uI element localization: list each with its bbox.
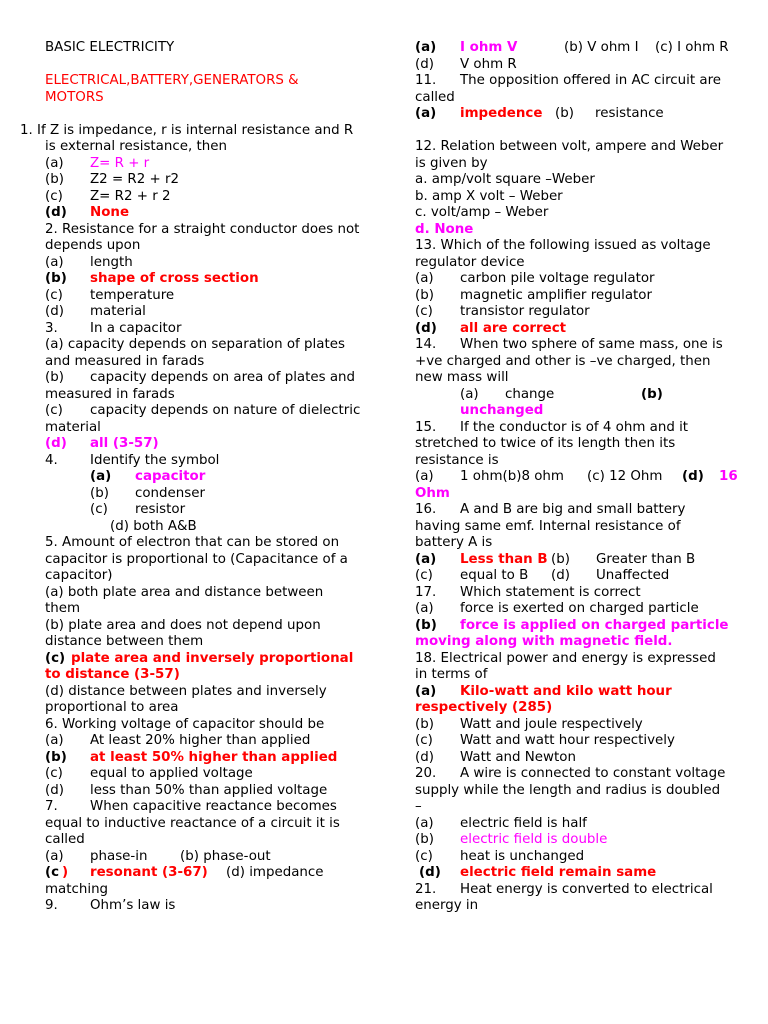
answer-option: phase-in [90,848,148,864]
answer-option: Watt and watt hour respectively [460,733,675,748]
question-6-stem: 6. Working voltage of capacitor should be [45,716,325,732]
question-14-stem-cont: +ve charged and other is –ve charged, then [415,353,711,369]
question-16-stem-cont: battery A is [415,535,493,550]
question-number: 20. [415,766,437,781]
question-1-stem: 1. If Z is impedance, r is internal resistance and R [20,122,354,138]
answer-option: Z2 = R2 + r2 [90,172,180,187]
answer-option: resistor [135,502,186,517]
answer-option: resistance [595,106,664,121]
answer-option: (d) distance between plates and inversely [45,683,327,699]
question-15-stem-cont: resistance is [415,452,499,468]
question-number: 14. [415,337,437,352]
question-number: 4. [45,452,58,468]
option-letter-close: ) [62,865,69,880]
option-letter: (d) [45,304,64,319]
answer-option: capacity depends on area of plates and [90,370,356,385]
question-number: 21. [415,881,437,897]
answer-option: a. amp/volt square –Weber [415,172,595,187]
question-7-stem-cont: equal to inductive reactance of a circuit it is [45,815,340,831]
doc-subtitle: ELECTRICAL,BATTERY,GENERATORS & [45,73,299,88]
answer-option-cont: measured in farads [45,386,175,402]
correct-answer: electric field remain same [460,865,657,880]
question-21-stem-cont: energy in [415,898,479,913]
option-letter: (d) [415,320,437,336]
option-letter: (c) [45,403,63,418]
option-letter: (d) [419,865,441,880]
answer-option-cont: and measured in farads [45,353,205,369]
question-1-stem-cont: is external resistance, then [45,139,227,154]
option-letter: (a) [45,155,64,171]
option-letter: (a) [45,848,64,864]
correct-answer-cont: moving along with magnetic field. [415,634,673,649]
correct-answer-cont: respectively (285) [415,700,553,715]
answer-option: (a) both plate area and distance between [45,584,324,600]
question-number: 15. [415,419,437,435]
option-letter: (b) [415,287,434,303]
doc-subtitle-cont: MOTORS [45,89,104,105]
answer-option: capacity depends on nature of dielectric [90,403,361,418]
correct-answer: capacitor [135,469,206,484]
question-20-stem: A wire is connected to constant voltage [460,766,726,781]
question-15-stem: If the conductor is of 4 ohm and it [460,419,689,435]
option-letter: (a) [415,40,437,55]
option-letter: (b) [641,386,663,402]
answer-option: (c) 12 Ohm [587,469,663,484]
option-letter: (c) [45,650,66,666]
question-2-stem: 2. Resistance for a straight conductor does not [45,221,360,237]
question-number: 11. [415,73,437,88]
question-number: 17. [415,584,437,600]
answer-option: electric field is half [460,815,587,831]
option-letter: (b) [45,172,64,187]
answer-option: less than 50% than applied voltage [90,782,328,798]
correct-answer-cont: Ohm [415,485,450,501]
answer-option: Greater than B [596,551,696,567]
answer-option: (b) phase-out [180,848,271,864]
answer-option: change [505,386,555,402]
answer-option: length [90,254,133,270]
answer-option: heat is unchanged [460,848,585,864]
option-letter: (b) [45,370,64,385]
correct-answer: Less than B [460,551,548,567]
question-11-stem: The opposition offered in AC circuit are [460,73,722,88]
answer-option: Watt and Newton [460,749,576,765]
question-5-stem-cont: capacitor) [45,568,113,583]
answer-option: equal to applied voltage [90,766,253,781]
answer-option: (b) plate area and does not depend upon [45,617,321,633]
option-letter: (a) [415,271,434,286]
option-letter: (b) [551,551,570,567]
option-letter: (b) [415,617,437,633]
question-13-stem: 13. Which of the following issued as voltage [415,238,711,253]
question-20-stem-cont: – [415,799,422,814]
option-letter: (c) [90,502,108,517]
answer-option-cont: material [45,419,101,435]
correct-answer: all are correct [460,320,567,336]
question-14-stem-cont: new mass will [415,370,509,385]
question-14-stem: When two sphere of same mass, one is [460,337,723,352]
question-number: 7. [45,799,58,814]
option-letter: (a) [460,386,479,402]
question-12-stem: 12. Relation between volt, ampere and Weber [415,139,724,154]
correct-answer: I ohm V [460,40,518,55]
option-letter: (d) [45,782,64,798]
option-letter: (c) [45,188,63,204]
option-letter: (b) [415,716,434,732]
question-number: 16. [415,502,437,517]
answer-option-cont: matching [45,881,109,897]
answer-option: 1 ohm(b)8 ohm [460,469,564,484]
correct-answer: at least 50% higher than applied [90,749,338,765]
question-18-stem-cont: in terms of [415,667,488,682]
answer-option-cont: proportional to area [45,700,179,715]
option-letter: (d) [415,56,434,72]
doc-title: BASIC ELECTRICITY [45,40,175,55]
option-letter: (a) [415,469,434,484]
correct-answer: force is applied on charged particle [460,617,729,633]
answer-option: transistor regulator [460,304,590,319]
option-letter: (d) [45,436,67,451]
answer-option-cont: distance between them [45,634,204,649]
answer-option: Z= R + r [90,155,150,171]
question-17-stem: Which statement is correct [460,584,641,600]
question-7-stem: When capacitive reactance becomes [90,799,337,814]
question-16-stem-cont: having same emf. Internal resistance of [415,518,681,534]
doc-title-line [20,40,370,57]
option-letter: (b) [45,749,67,765]
answer-option: V ohm R [460,56,517,72]
option-letter: (a) [45,254,64,270]
answer-option-cont: them [45,601,81,616]
option-letter: (a) [415,815,434,831]
option-letter: (b) [415,832,434,847]
answer-option: b. amp X volt – Weber [415,188,563,204]
option-letter: (a) [415,683,437,699]
question-number: 3. [45,320,58,336]
correct-answer: plate area and inversely proportional [71,650,354,666]
answer-option: (d) both A&B [110,518,197,534]
question-3-stem: In a capacitor [90,320,182,336]
option-letter: (c [45,865,60,880]
question-7-stem-cont: called [45,832,85,847]
option-letter: (c) [45,766,63,781]
answer-option: (a) capacity depends on separation of plates [45,337,345,352]
question-16-stem: A and B are big and small battery [460,502,686,517]
option-letter: (a) [415,106,437,121]
question-11-stem-cont: called [415,89,455,105]
question-9-stem: Ohm’s law is [90,898,176,913]
correct-answer: all (3-57) [90,436,159,451]
option-letter: (a) [415,551,437,567]
question-15-stem-cont: stretched to twice of its length then its [415,436,676,451]
option-letter: (c) [415,568,433,583]
question-5-stem: 5. Amount of electron that can be stored on [45,535,340,550]
question-20-stem-cont: supply while the length and radius is doubled [415,782,721,798]
option-letter: (a) [90,469,112,484]
option-letter: (c) [45,287,63,303]
option-letter: (a) [415,601,434,616]
option-letter: (c) [415,848,433,864]
question-4-stem: Identify the symbol [90,452,220,468]
question-12-stem-cont: is given by [415,155,488,171]
answer-option: Unaffected [596,568,670,583]
answer-option: magnetic amplifier regulator [460,287,652,303]
question-21-stem: Heat energy is converted to electrical [460,881,713,897]
correct-answer: None [90,205,130,220]
question-number: 9. [45,898,58,913]
left-column [20,40,370,915]
question-13-stem-cont: regulator device [415,254,525,270]
question-2-stem-cont: depends upon [45,238,141,253]
option-letter: (c) [415,733,433,748]
correct-answer: unchanged [460,403,544,418]
answer-option: (d) impedance [226,865,324,880]
answer-option: At least 20% higher than applied [90,733,311,748]
option-letter: (c) [415,304,433,319]
answer-option: temperature [90,287,175,303]
option-letter: (d) [682,469,704,484]
option-letter: (d) [551,568,570,583]
option-letter: (b) [45,271,67,286]
answer-option: equal to B [460,568,529,583]
answer-option: Z= R2 + r 2 [90,188,171,204]
question-5-stem-cont: capacitor is proportional to (Capacitance of a [45,551,348,567]
correct-answer: 16 [719,469,738,484]
option-letter: (b) [90,485,109,501]
correct-answer: Kilo-watt and kilo watt hour [460,683,672,699]
answer-option: carbon pile voltage regulator [460,271,655,286]
correct-answer: shape of cross section [90,271,259,286]
answer-option: (b) V ohm I [564,40,639,55]
option-letter: (d) [45,205,67,220]
answer-option: force is exerted on charged particle [460,601,699,616]
correct-answer: d. None [415,221,474,237]
correct-answer: resonant (3-67) [90,865,208,880]
answer-option: c. volt/amp – Weber [415,205,549,220]
option-letter: (d) [415,749,434,765]
correct-answer-cont: to distance (3-57) [45,667,180,682]
answer-option: (c) I ohm R [655,40,729,55]
answer-option: material [90,304,146,319]
answer-option: condenser [135,485,205,501]
option-letter: (a) [45,733,64,748]
question-18-stem: 18. Electrical power and energy is expressed [415,650,716,666]
option-letter: (b) [555,106,574,121]
answer-option: electric field is double [460,832,608,847]
right-column [415,40,745,915]
answer-option: Watt and joule respectively [460,716,643,732]
correct-answer: impedence [460,106,543,121]
